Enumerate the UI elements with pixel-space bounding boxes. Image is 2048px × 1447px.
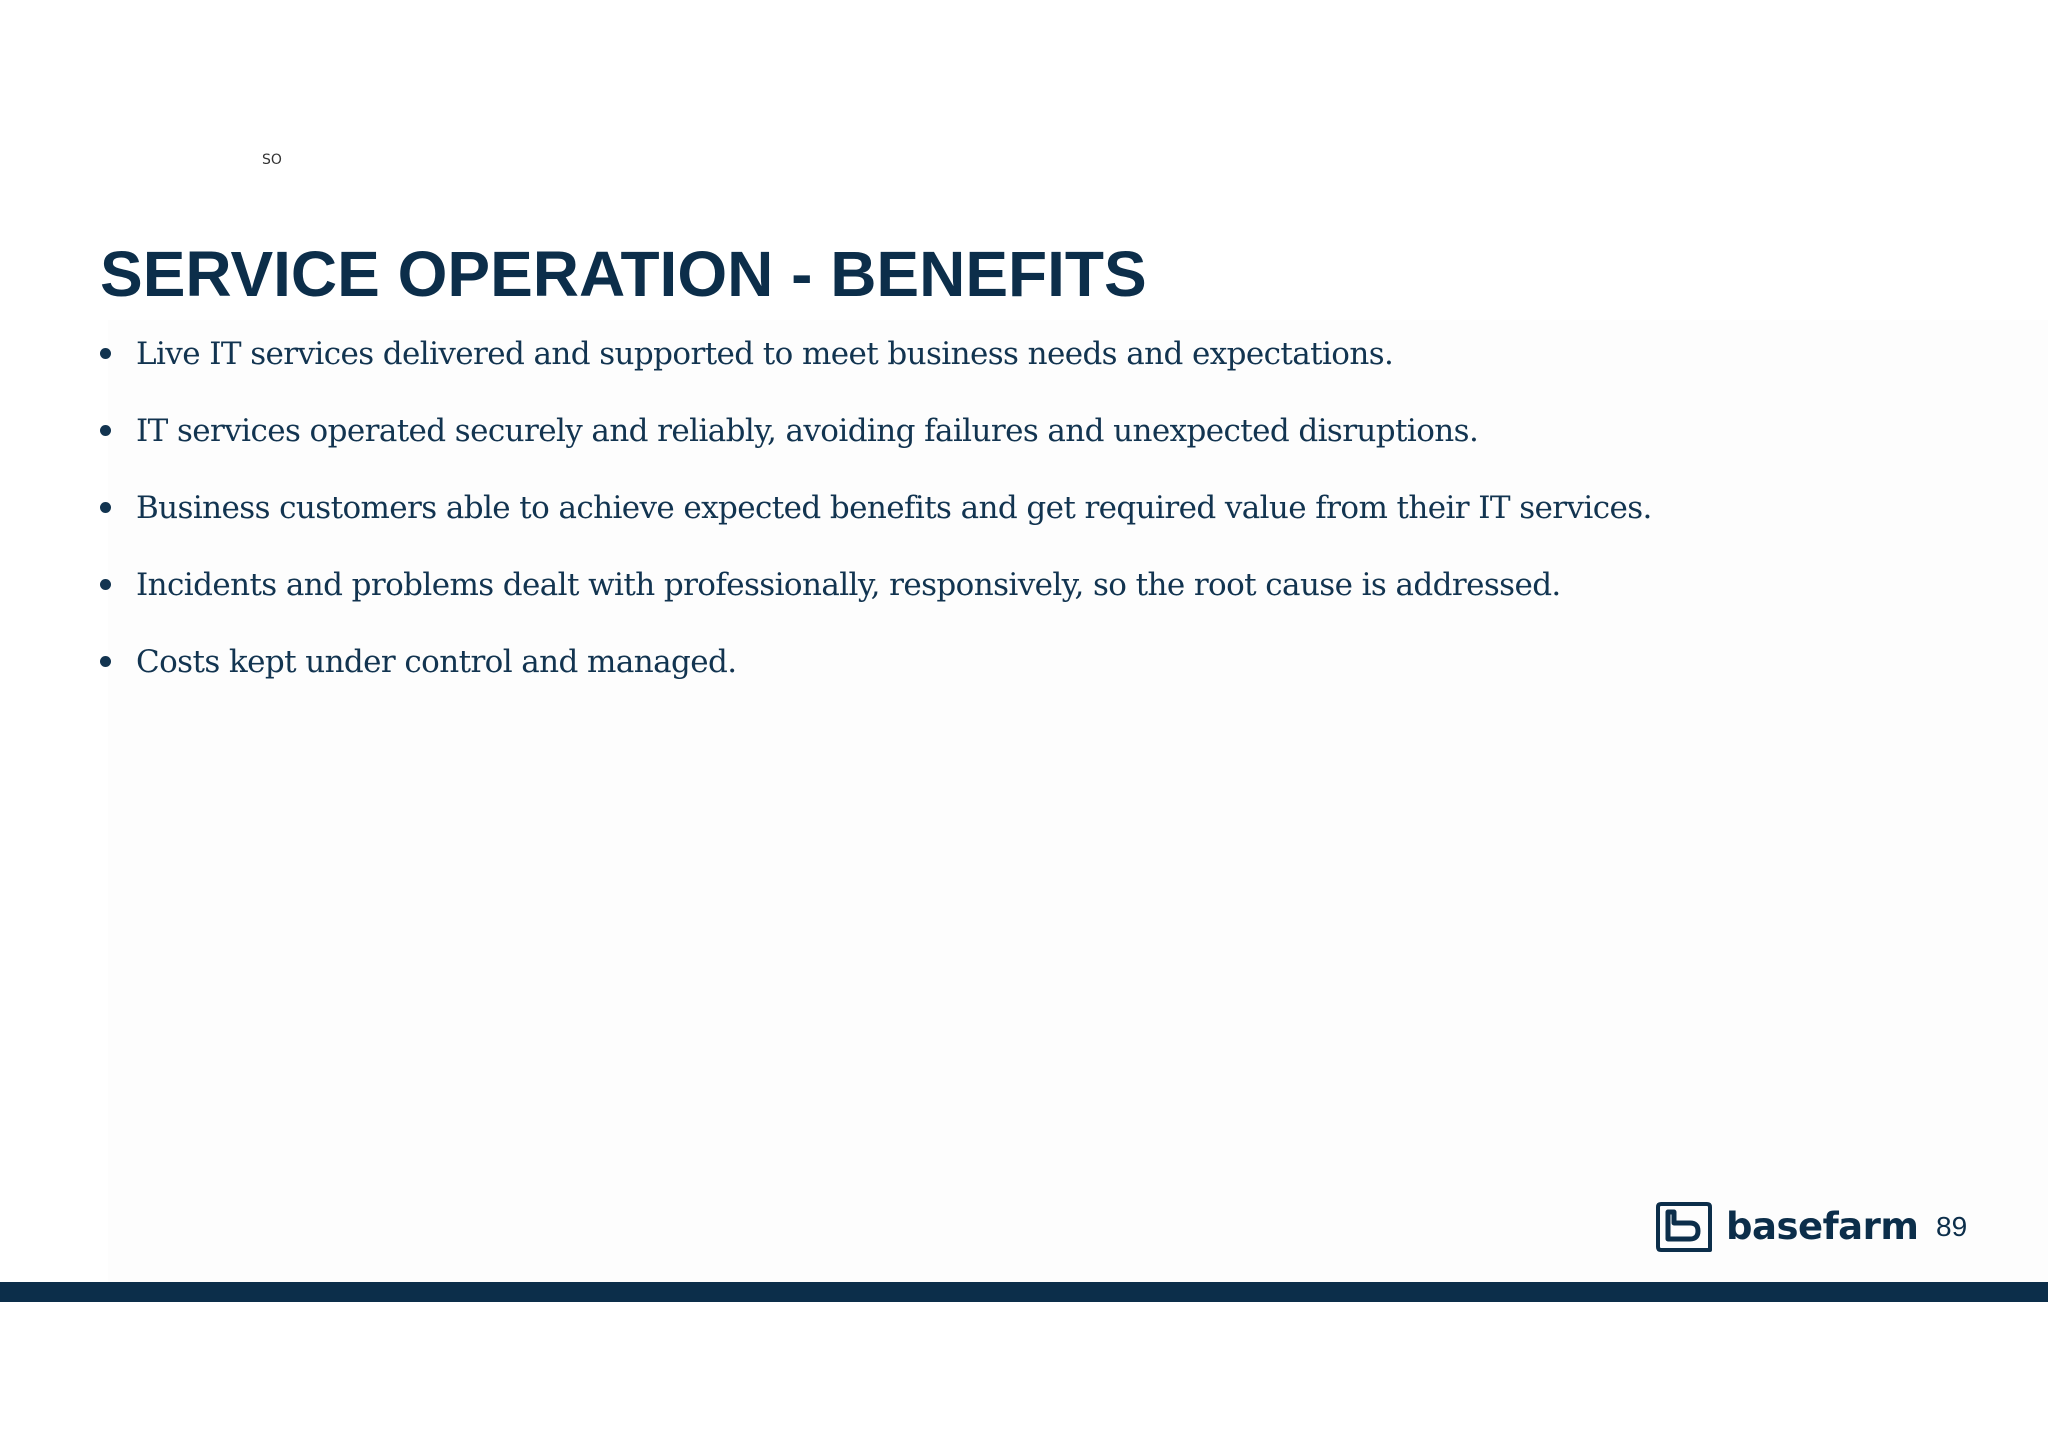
bullet-text: IT services operated securely and reliably, avoiding failures and unexpected disruptions. bbox=[136, 413, 1479, 449]
bullet-text: Costs kept under control and managed. bbox=[136, 644, 737, 680]
slide-title: SERVICE OPERATION - BENEFITS bbox=[100, 238, 1147, 310]
logo-wordmark: basefarm bbox=[1726, 1205, 1919, 1248]
bullet-dot-icon bbox=[100, 425, 111, 436]
section-tag: SO bbox=[262, 152, 282, 168]
basefarm-logo bbox=[1652, 1201, 1918, 1253]
bullet-item bbox=[100, 330, 1652, 407]
bullet-dot-icon bbox=[100, 348, 111, 359]
bullet-item bbox=[100, 561, 1652, 638]
bullet-text: Business customers able to achieve expected benefits and get required value from their IT services. bbox=[136, 490, 1652, 526]
bullet-dot-icon bbox=[100, 502, 111, 513]
bullet-item bbox=[100, 407, 1652, 484]
bullet-dot-icon bbox=[100, 656, 111, 667]
footer-bar bbox=[0, 1282, 2048, 1302]
bullet-item bbox=[100, 638, 1652, 715]
bullet-text: Incidents and problems dealt with professionally, responsively, so the root cause is addressed. bbox=[136, 567, 1561, 603]
bullet-list bbox=[100, 330, 1652, 715]
bullet-item bbox=[100, 484, 1652, 561]
page-number: 89 bbox=[1936, 1211, 1968, 1242]
basefarm-logo-icon bbox=[1652, 1201, 1716, 1253]
bullet-dot-icon bbox=[100, 579, 111, 590]
bullet-text: Live IT services delivered and supported to meet business needs and expectations. bbox=[136, 336, 1394, 372]
